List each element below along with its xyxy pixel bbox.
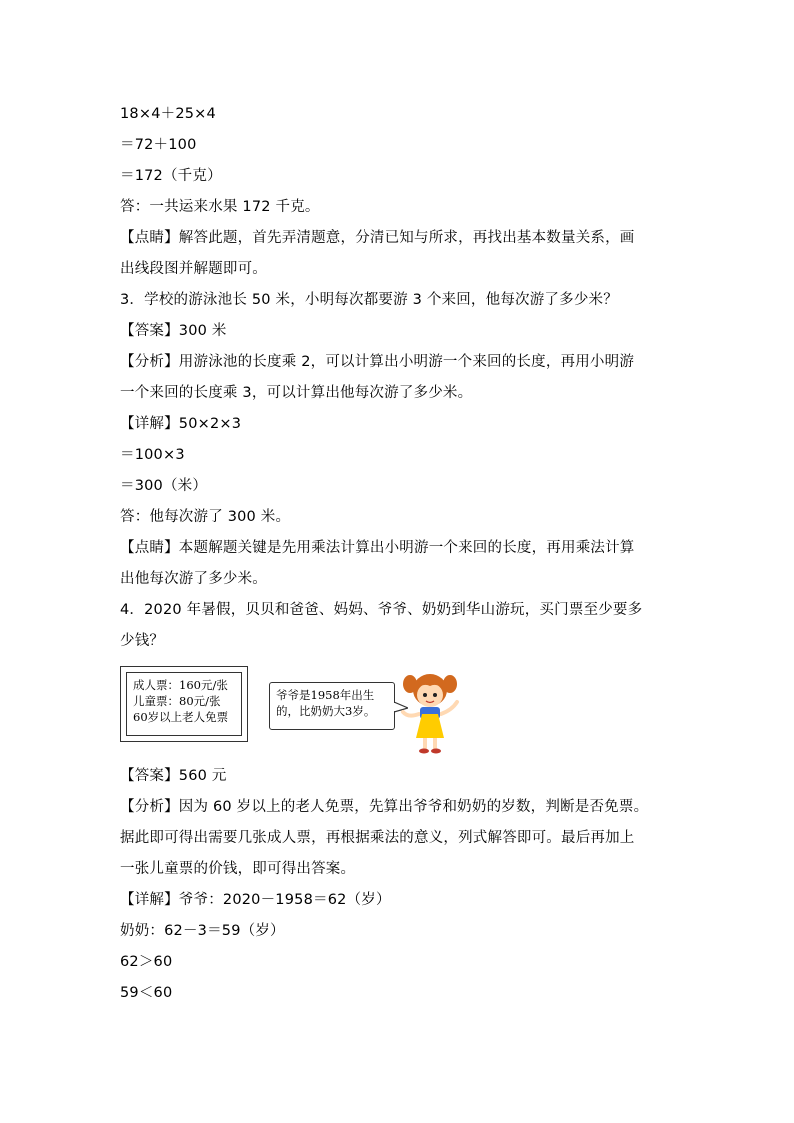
ticket-price-inner [126,672,242,736]
text-line: 【详解】50×2×3 [120,416,242,432]
text-line: 一张儿童票的价钱，即可得出答案。 [120,861,356,877]
text-line: 出他每次游了多少米。 [120,571,267,587]
text-line: ＝172（千克） [120,168,222,184]
question-figure [120,664,460,756]
text-line: ＝72＋100 [120,137,197,153]
text-line: 少钱？ [120,633,165,649]
text-line: 【分析】用游泳池的长度乘 2，可以计算出小明游一个来回的长度，再用小明游 [120,354,635,370]
question-text: 4．2020 年暑假，贝贝和爸爸、妈妈、爷爷、奶奶到华山游玩，买门票至少要多 [120,602,643,618]
ticket-child-price: 儿童票：80元/张 [133,694,221,708]
answer-line: 【答案】300 米 [120,323,227,339]
text-line: 【点睛】本题解题关键是先用乘法计算出小明游一个来回的长度，再用乘法计算 [120,540,635,556]
text-line: 答：他每次游了 300 米。 [120,509,291,525]
girl-illustration-icon [400,670,460,756]
text-line: 出线段图并解题即可。 [120,261,267,277]
text-line: 【详解】爷爷：2020－1958＝62（岁） [120,892,391,908]
ticket-price-board [120,666,248,742]
question-text: 3．学校的游泳池长 50 米，小明每次都要游 3 个来回，他每次游了多少米？ [120,292,618,308]
text-line: 【分析】因为 60 岁以上的老人免票，先算出爷爷和奶奶的岁数，判断是否免票。 [120,799,649,815]
text-line: 奶奶：62－3＝59（岁） [120,923,285,939]
text-line: ＝100×3 [120,447,185,463]
text-line: 18×4＋25×4 [120,106,216,122]
text-line: 59＜60 [120,985,173,1001]
text-line: 一个来回的长度乘 3，可以计算出他每次游了多少米。 [120,385,473,401]
text-line: ＝300（米） [120,478,208,494]
ticket-adult-price: 成人票：160元/张 [133,678,228,692]
text-line: 答：一共运来水果 172 千克。 [120,199,320,215]
speech-bubble [269,682,395,730]
text-line: 据此即可得出需要几张成人票，再根据乘法的意义，列式解答即可。最后再加上 [120,830,635,846]
answer-line: 【答案】560 元 [120,768,227,784]
text-line: 【点睛】解答此题，首先弄清题意，分清已知与所求，再找出基本数量关系，画 [120,230,635,246]
ticket-senior-free: 60岁以上老人免票 [133,710,229,724]
text-line: 62＞60 [120,954,173,970]
speech-bubble-line: 的，比奶奶大3岁。 [276,704,376,718]
speech-bubble-line: 爷爷是1958年出生 [276,688,375,702]
